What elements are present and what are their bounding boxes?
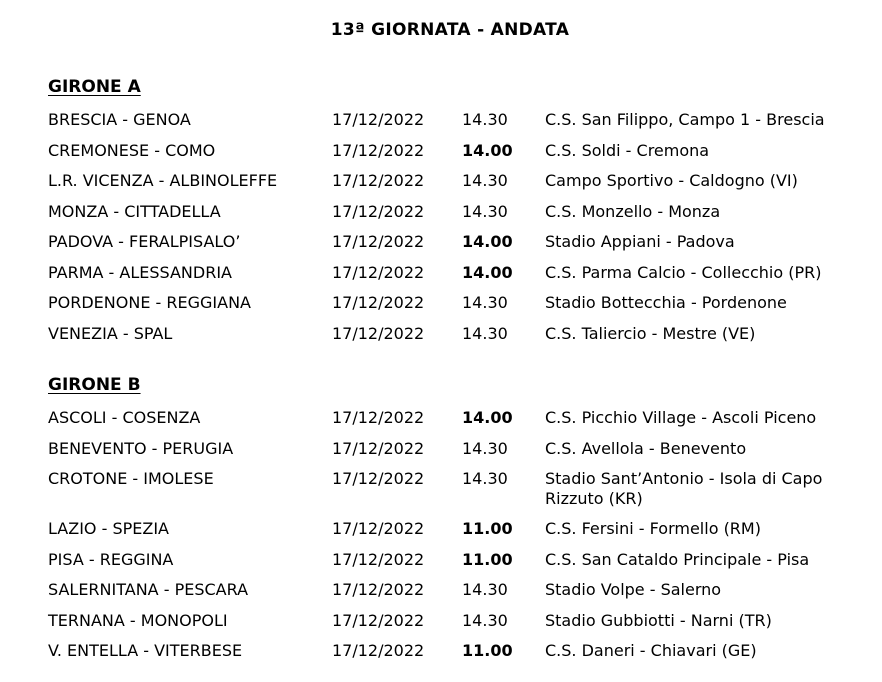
match-name: PARMA - ALESSANDRIA: [48, 262, 232, 282]
kickoff-time: 14.30: [462, 610, 508, 630]
match-venue: C.S. Taliercio - Mestre (VE): [545, 323, 756, 343]
match-date: 17/12/2022: [332, 438, 425, 458]
match-date: 17/12/2022: [332, 232, 425, 251]
match-name: BRESCIA - GENOA: [48, 110, 191, 129]
fixture-row: [48, 171, 868, 202]
group-heading-a: GIRONE A: [48, 77, 141, 97]
kickoff-time: 11.00: [462, 549, 513, 569]
kickoff-time: 14.30: [462, 438, 508, 458]
match-venue: Stadio Volpe - Salerno: [545, 580, 722, 599]
fixture-row: [48, 141, 868, 172]
fixture-row: [48, 439, 868, 470]
kickoff-time: 14.00: [462, 408, 513, 427]
kickoff-time: 14.00: [462, 262, 513, 282]
match-name: PADOVA - FERALPISALO’: [48, 232, 241, 251]
fixture-row: [48, 202, 868, 233]
match-venue: Stadio Appiani - Padova: [545, 232, 735, 251]
match-date: 17/12/2022: [332, 519, 425, 538]
fixture-row: [48, 611, 868, 642]
kickoff-time: 11.00: [462, 641, 513, 660]
match-venue: C.S. Parma Calcio - Collecchio (PR): [545, 262, 822, 282]
kickoff-time: 14.30: [462, 201, 508, 221]
fixture-row: [48, 469, 868, 519]
match-venue: Stadio Bottecchia - Pordenone: [545, 293, 787, 312]
match-venue: C.S. Monzello - Monza: [545, 201, 721, 221]
fixture-list-a: [48, 110, 868, 354]
fixture-row: [48, 293, 868, 324]
match-date: 17/12/2022: [332, 580, 425, 599]
page-title: 13ª GIORNATA - ANDATA: [330, 20, 570, 40]
match-name: TERNANA - MONOPOLI: [48, 610, 228, 630]
match-date: 17/12/2022: [332, 408, 425, 427]
match-venue: C.S. Daneri - Chiavari (GE): [545, 641, 757, 660]
match-name: LAZIO - SPEZIA: [48, 519, 169, 538]
kickoff-time: 14.30: [462, 293, 508, 312]
fixture-row: [48, 232, 868, 263]
match-name: V. ENTELLA - VITERBESE: [48, 641, 243, 660]
match-date: 17/12/2022: [332, 293, 425, 312]
kickoff-time: 14.30: [462, 171, 508, 190]
match-venue: C.S. Picchio Village - Ascoli Piceno: [545, 408, 817, 427]
match-name: SALERNITANA - PESCARA: [48, 580, 249, 599]
match-venue: Stadio Gubbiotti - Narni (TR): [545, 610, 772, 630]
match-name: L.R. VICENZA - ALBINOLEFFE: [48, 171, 278, 190]
match-name: ASCOLI - COSENZA: [48, 408, 201, 427]
match-name: VENEZIA - SPAL: [48, 323, 173, 343]
fixture-list-b: [48, 408, 868, 672]
kickoff-time: 14.30: [462, 323, 508, 343]
kickoff-time: 14.30: [462, 110, 508, 129]
match-venue: C.S. Avellola - Benevento: [545, 438, 747, 458]
match-name: MONZA - CITTADELLA: [48, 201, 221, 221]
group-heading-b: GIRONE B: [48, 375, 141, 395]
fixture-row: [48, 324, 868, 355]
kickoff-time: 14.30: [462, 580, 508, 599]
match-date: 17/12/2022: [332, 323, 425, 343]
fixture-row: [48, 110, 868, 141]
fixture-row: [48, 550, 868, 581]
match-date: 17/12/2022: [332, 201, 425, 221]
match-name: BENEVENTO - PERUGIA: [48, 438, 234, 458]
match-date: 17/12/2022: [332, 549, 425, 569]
match-venue: Stadio Sant’Antonio - Isola di Capo Rizzuto (KR): [545, 469, 823, 508]
match-venue: C.S. Fersini - Formello (RM): [545, 519, 761, 538]
match-date: 17/12/2022: [332, 110, 425, 129]
match-date: 17/12/2022: [332, 610, 425, 630]
match-date: 17/12/2022: [332, 469, 425, 488]
match-name: PISA - REGGINA: [48, 549, 174, 569]
fixture-row: [48, 519, 868, 550]
match-name: CREMONESE - COMO: [48, 140, 216, 160]
match-date: 17/12/2022: [332, 641, 425, 660]
match-name: PORDENONE - REGGIANA: [48, 293, 251, 312]
match-name: CROTONE - IMOLESE: [48, 469, 214, 488]
fixture-row: [48, 263, 868, 294]
fixture-row: [48, 641, 868, 672]
match-date: 17/12/2022: [332, 262, 425, 282]
match-date: 17/12/2022: [332, 171, 425, 190]
kickoff-time: 14.00: [462, 232, 513, 251]
match-date: 17/12/2022: [332, 140, 425, 160]
kickoff-time: 14.30: [462, 469, 508, 488]
match-venue: Campo Sportivo - Caldogno (VI): [545, 171, 798, 190]
match-venue: C.S. Soldi - Cremona: [545, 140, 710, 160]
match-venue: C.S. San Filippo, Campo 1 - Brescia: [545, 110, 825, 129]
fixture-row: [48, 408, 868, 439]
kickoff-time: 11.00: [462, 519, 513, 538]
kickoff-time: 14.00: [462, 140, 513, 160]
match-venue: C.S. San Cataldo Principale - Pisa: [545, 549, 810, 569]
fixture-row: [48, 580, 868, 611]
